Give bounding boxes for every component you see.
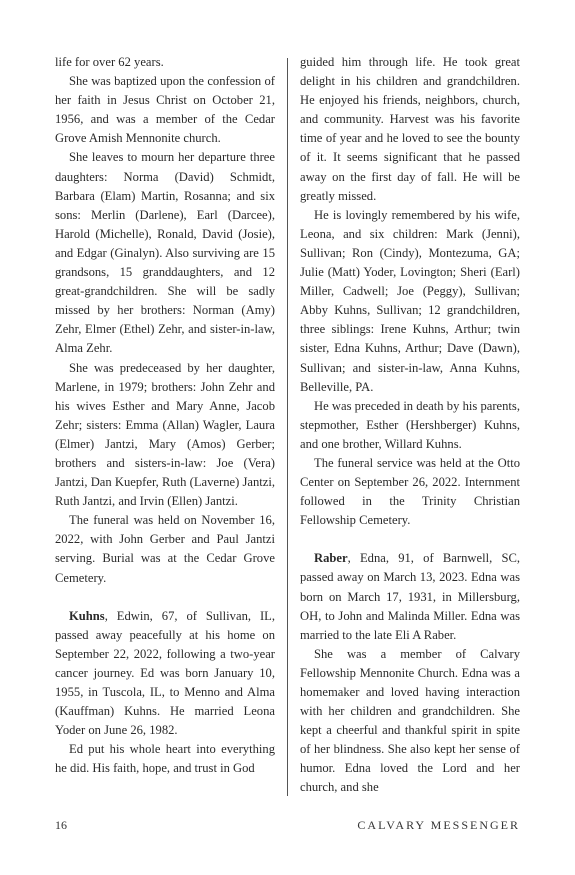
obituary-name-kuhns: Kuhns: [69, 608, 105, 623]
paragraph: She was baptized upon the confession of her faith in Jesus Christ on October 21, 1956, and was a member of the Cedar Grove Amish Mennonite church.: [55, 74, 275, 146]
paragraph: The funeral service was held at the Otto Center on September 26, 2022. Internment followed in the Trinity Christian Fellowship Cemetery.: [300, 455, 520, 528]
paragraph: He is lovingly remembered by his wife, Leona, and six children: Mark (Jenni), Sullivan; Ron (Cindy), Montezuma, GA; Julie (Matt) Yoder, Lovington; Sheri (Earl) Miller, Cadwell; Joe (Peggy), Sullivan; Abby Kuhns, Sullivan; 12 grandchildren, three siblings: Irene Kuhns, Arthur; twin sister, Edna Kuhns, Arthur; Dave (Dawn), Sullivan; and sister-in-law, Anna Kuhns, Belleville, PA.: [300, 207, 520, 394]
paragraph: She leaves to mourn her departure three daughters: Norma (David) Schmidt, Barbara (Elam) Martin, Rosanna; and six sons: Merlin (Darlene), Earl (Darcee), Harold (Michelle), Ronald, David (Josie), and Edgar (Ginalyn). Also surviving are 15 grandsons, 15 granddaughters, and 12 great-grandchildren. She will be sadly missed by her brothers: Norman (Amy) Zehr, Elmer (Ethel) Zehr, and sister-in-law, Alma Zehr.: [55, 150, 275, 356]
obituary-raber-intro: [300, 549, 520, 644]
page-number: 16: [55, 818, 67, 832]
paragraph: He was preceded in death by his parents, stepmother, Esther (Hershberger) Kuhns, and one brother, Willard Kuhns.: [300, 398, 520, 451]
paragraph: guided him through life. He took great delight in his children and grandchildren. He enjoyed his friends, neighbors, church, and community. Harvest was his favorite time of year and he loved to see the bounty of it. It seems significant that he passed away on the first day of fall. He will be greatly missed.: [300, 55, 520, 203]
paragraph: life for over 62 years.: [55, 55, 164, 69]
paragraph: Ed put his whole heart into everything he did. His faith, hope, and trust in God: [55, 742, 275, 776]
column-divider: [287, 58, 288, 796]
left-column: [55, 53, 275, 778]
obituary-text: , Edwin, 67, of Sullivan, IL, passed away peacefully at his home on September 22, 2022, following a two-year cancer journey. Ed was born January 10, 1955, in Tuscola, IL, to Menno and Alma (Kauffman) Kuhns. He married Leona Yoder on June 26, 1982.: [55, 608, 275, 738]
obituary-text: , Edna, 91, of Barnwell, SC, passed away on March 13, 2023. Edna was born on March 17, 1931, in Millersburg, OH, to John and Malinda Miller. Edna was married to the late Eli A Raber.: [300, 551, 520, 642]
paragraph: She was predeceased by her daughter, Marlene, in 1979; brothers: John Zehr and his wives Esther and Mary Anne, Jacob Zehr; sisters: Emma (Allan) Wagler, Laura (Elmer) Jantzi, Mary (Amos) Gerber; brothers and sisters-in-law: Joe (Vera) Jantzi, Dan Kuepfer, Ruth (Laverne) Jantzi, Ruth Jantzi, and Irvin (Ellen) Jantzi.: [55, 360, 275, 509]
right-column: [300, 53, 520, 798]
paragraph: The funeral was held on November 16, 2022, with John Gerber and Paul Jantzi serving. Burial was at the Cedar Grove Cemetery.: [55, 513, 275, 585]
obituary-kuhns-intro: [55, 607, 275, 741]
paragraph: She was a member of Calvary Fellowship Mennonite Church. Edna was a homemaker and loved having interaction with her children and grandchildren. She kept a cheerful and thankful spirit in spite of her blindness. She also kept her sense of humor. Edna loved the Lord and her church, and she: [300, 646, 520, 795]
obituary-name-raber: Raber: [314, 551, 348, 566]
running-head: CALVARY MESSENGER: [357, 818, 520, 832]
